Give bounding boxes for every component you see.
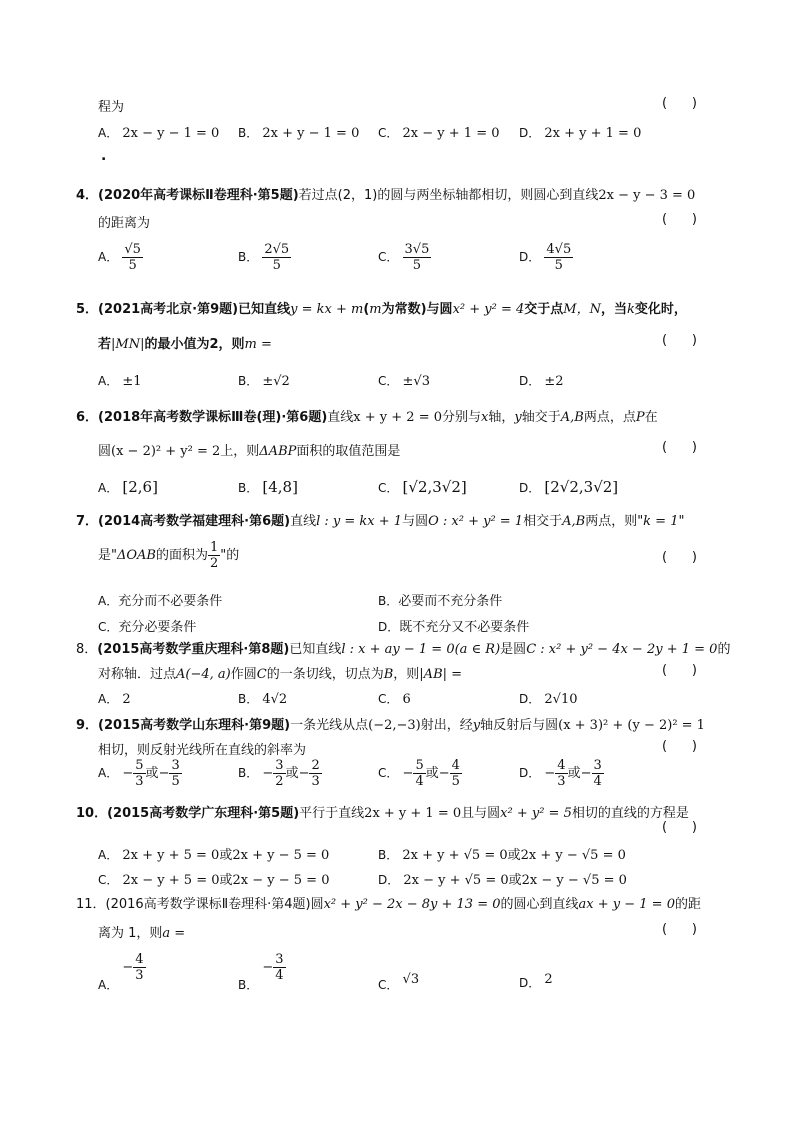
option-text: 4√2 bbox=[262, 692, 288, 707]
q7-stem-line2 bbox=[98, 540, 239, 571]
circle-equation: (x + 3)² + (y − 2)² = 1 bbox=[558, 718, 705, 733]
option-text: ±√2 bbox=[262, 374, 290, 389]
stem-text: 轴交于 bbox=[521, 410, 561, 425]
question-number: 11． bbox=[76, 897, 106, 912]
q3-option-a[interactable] bbox=[98, 124, 219, 141]
q11-option-a[interactable]: A． − $\frac{4}{3}$ bbox=[98, 952, 144, 992]
q5-option-c[interactable] bbox=[378, 372, 430, 389]
option-letter: B． bbox=[238, 481, 259, 495]
question-source: (2014高考数学福建理科·第6题) bbox=[98, 514, 291, 529]
option-letter: A． bbox=[98, 126, 119, 140]
point-b: B bbox=[383, 667, 394, 682]
fraction: $\frac{4}{3}$ bbox=[557, 758, 566, 789]
q6-stem-line1 bbox=[76, 406, 658, 425]
question-source: (2015高考数学广东理科·第5题) bbox=[107, 806, 300, 821]
option-letter: D． bbox=[519, 766, 541, 780]
option-text: ±2 bbox=[544, 374, 564, 389]
fraction: $\frac{3}{5}$ bbox=[171, 758, 180, 789]
question-number: 8． bbox=[76, 642, 98, 657]
question-source: (2020年高考课标Ⅱ卷理科·第5题) bbox=[98, 188, 299, 203]
q8-option-d[interactable] bbox=[519, 690, 578, 707]
stem-text: 是" bbox=[98, 548, 117, 563]
q6-option-a[interactable] bbox=[98, 478, 158, 496]
fraction-half: $\frac{1}{2}$ bbox=[210, 540, 219, 571]
stem-text: 分别与 bbox=[442, 410, 482, 425]
option-text: 2 bbox=[122, 692, 131, 707]
option-text: [4,8] bbox=[262, 478, 298, 496]
triangle-abp: ΔABP bbox=[259, 444, 297, 459]
q11-option-c[interactable] bbox=[378, 972, 419, 993]
stem-text: 的距 bbox=[674, 897, 701, 912]
line-equation: y = kx + m bbox=[290, 302, 364, 317]
option-letter: C． bbox=[378, 374, 399, 388]
stem-text: 直线 bbox=[327, 410, 354, 425]
stem-text: 交于点 bbox=[524, 302, 564, 317]
q11-option-b[interactable]: B． − $\frac{3}{4}$ bbox=[238, 952, 284, 992]
option-letter: C． bbox=[98, 620, 119, 634]
equation: 2x + y − 5 = 0 bbox=[232, 848, 330, 863]
question-number: 7． bbox=[76, 514, 99, 529]
q9-option-a[interactable]: A． − $\frac{5}{3}$ 或− $\frac{3}{5}$ bbox=[98, 758, 180, 789]
q9-answer-paren[interactable]: ( ) bbox=[662, 739, 697, 754]
var-x: x bbox=[481, 410, 489, 425]
question-number: 5． bbox=[76, 302, 99, 317]
stem-text: 且与圆 bbox=[461, 806, 501, 821]
q6-option-d[interactable] bbox=[519, 478, 618, 496]
q10-answer-paren[interactable]: ( ) bbox=[662, 820, 697, 835]
q7-option-c[interactable] bbox=[98, 616, 196, 635]
q7-option-d[interactable] bbox=[378, 616, 529, 635]
segment-mn: |MN| bbox=[111, 337, 145, 352]
option-letter: D． bbox=[519, 374, 541, 388]
stem-text: 轴， bbox=[488, 410, 515, 425]
question-number: 6． bbox=[76, 410, 99, 425]
q9-stem-line2: 相切，则反射光线所在直线的斜率为 bbox=[98, 743, 307, 758]
q3-option-b[interactable] bbox=[238, 124, 359, 141]
question-stem: 若过点(2，1)的圆与两坐标轴都相切，则圆心到直线 bbox=[298, 188, 599, 203]
option-letter: D． bbox=[378, 620, 400, 634]
option-text: √3 bbox=[402, 972, 420, 987]
point: (−2,−3) bbox=[368, 718, 421, 733]
q6-stem-line2 bbox=[98, 440, 400, 459]
equation: 2x − y + √5 = 0 bbox=[403, 873, 509, 888]
circle-equation: (x − 2)² + y² = 2 bbox=[111, 444, 221, 459]
option-letter: B． bbox=[378, 594, 399, 608]
stem-text: 的 bbox=[717, 642, 731, 657]
k-equals-one: k = 1 bbox=[643, 514, 679, 529]
option-text: ±√3 bbox=[402, 374, 430, 389]
option-letter: A． bbox=[98, 481, 119, 495]
equation: 2x + y + √5 = 0 bbox=[402, 848, 508, 863]
stem-text: 已知直线 bbox=[238, 302, 291, 317]
q10-option-d[interactable] bbox=[378, 869, 627, 888]
points-ab: A,B bbox=[560, 410, 584, 425]
fraction: $\frac{3}{4}$ bbox=[593, 758, 602, 789]
or-word: 或 bbox=[219, 873, 233, 888]
circle-c: C bbox=[256, 667, 267, 682]
option-text: [2√2,3√2] bbox=[544, 478, 619, 496]
fraction: $\frac{4√5}{5}$ bbox=[546, 242, 572, 273]
fraction: $\frac{3}{2}$ bbox=[275, 758, 284, 789]
stem-text: 的一条切线，切点为 bbox=[266, 667, 384, 682]
q10-option-b[interactable] bbox=[378, 844, 626, 863]
option-text: 2 bbox=[544, 972, 553, 987]
stem-text: 上，则 bbox=[220, 444, 260, 459]
line-equation: l : x + ay − 1 = 0(a ∈ R) bbox=[341, 642, 501, 657]
stem-text: 圆 bbox=[310, 897, 324, 912]
q9-option-c[interactable]: C． − $\frac{5}{4}$ 或− $\frac{4}{5}$ bbox=[378, 758, 460, 789]
option-text: 2x + y − 1 = 0 bbox=[262, 126, 360, 141]
stem-text: 已知直线 bbox=[289, 642, 342, 657]
q3-stem-tail: 程为 bbox=[98, 100, 125, 115]
line-equation: x + y + 2 = 0 bbox=[353, 410, 442, 425]
option-letter: B． bbox=[378, 848, 399, 862]
q7-answer-paren[interactable]: ( ) bbox=[662, 550, 697, 565]
q3-option-d[interactable] bbox=[519, 124, 641, 141]
triangle-oab: ΔOAB bbox=[116, 548, 156, 563]
question-number: 4． bbox=[76, 188, 99, 203]
points-mn: M，N bbox=[563, 302, 601, 317]
circle-equation: x² + y² = 5 bbox=[500, 806, 572, 821]
option-text: 既不充分又不必要条件 bbox=[399, 620, 530, 635]
question-number: 10． bbox=[76, 806, 108, 821]
q5-stem-line2 bbox=[98, 333, 272, 352]
stem-text: "的 bbox=[220, 548, 240, 563]
q4-stem-line2: 的距离为 bbox=[98, 216, 151, 231]
q11-stem-line2 bbox=[98, 922, 185, 941]
q4-answer-paren[interactable]: ( ) bbox=[662, 212, 697, 227]
stem-text: 圆 bbox=[98, 444, 112, 459]
option-letter: D． bbox=[519, 976, 541, 990]
points-ab: A,B bbox=[562, 514, 586, 529]
fraction: $\frac{2}{3}$ bbox=[311, 758, 320, 789]
stem-text: 两点，则" bbox=[585, 514, 644, 529]
option-text: 充分必要条件 bbox=[118, 620, 197, 635]
option-text: 2√10 bbox=[544, 692, 578, 707]
option-text: 2x − y + 1 = 0 bbox=[402, 126, 500, 141]
q4-option-d[interactable] bbox=[519, 242, 573, 273]
option-text: 2x + y + 1 = 0 bbox=[544, 126, 642, 141]
stem-text: 轴反射后与圆 bbox=[480, 718, 559, 733]
option-letter: B． bbox=[238, 126, 259, 140]
circle-equation: x² + y² − 2x − 8y + 13 = 0 bbox=[323, 897, 501, 912]
option-letter: D． bbox=[519, 250, 541, 264]
or-word: 或 bbox=[285, 766, 299, 781]
option-letter: A． bbox=[98, 766, 119, 780]
fraction: $\frac{2√5}{5}$ bbox=[264, 242, 290, 273]
q3-answer-paren[interactable]: ( ) bbox=[662, 96, 697, 111]
option-text: 必要而不充分条件 bbox=[398, 594, 503, 609]
option-text: 2x − y − 1 = 0 bbox=[122, 126, 220, 141]
stem-text: 为常数)与圆 bbox=[381, 302, 453, 317]
or-word: 或 bbox=[507, 848, 521, 863]
fraction: $\frac{4}{3}$ bbox=[135, 952, 144, 983]
q8-option-b[interactable] bbox=[238, 690, 287, 707]
option-letter: B． bbox=[238, 978, 259, 992]
equation: 2x − y − 5 = 0 bbox=[232, 873, 330, 888]
line-equation: ax + y − 1 = 0 bbox=[578, 897, 675, 912]
option-letter: C． bbox=[98, 873, 119, 887]
question-number: 9． bbox=[76, 718, 99, 733]
option-letter: B． bbox=[238, 250, 259, 264]
option-letter: C． bbox=[378, 978, 399, 992]
stem-text: 直线 bbox=[290, 514, 317, 529]
option-letter: A． bbox=[98, 692, 119, 706]
line-equation: 2x − y − 3 = 0 bbox=[598, 188, 696, 203]
or-word: 或 bbox=[567, 766, 581, 781]
question-source: (2021高考北京·第9题) bbox=[98, 302, 239, 317]
option-text: [2,6] bbox=[122, 478, 158, 496]
stem-text: 在 bbox=[644, 410, 658, 425]
equation: 2x + y − √5 = 0 bbox=[520, 848, 626, 863]
q5-answer-paren[interactable]: ( ) bbox=[662, 333, 697, 348]
var-m: m bbox=[369, 302, 382, 317]
q8-stem-line1 bbox=[76, 638, 730, 657]
option-letter: B． bbox=[238, 766, 259, 780]
stem-text: 的圆心到直线 bbox=[500, 897, 579, 912]
q4-option-a[interactable] bbox=[98, 242, 143, 273]
circle-equation: C : x² + y² − 4x − 2y + 1 = 0 bbox=[526, 642, 718, 657]
stem-text: 若 bbox=[98, 337, 112, 352]
option-letter: A． bbox=[98, 374, 119, 388]
a-equals: a = bbox=[162, 926, 186, 941]
option-letter: B． bbox=[238, 692, 259, 706]
option-letter: C． bbox=[378, 250, 399, 264]
stem-text: 两点，点 bbox=[583, 410, 636, 425]
option-letter: B． bbox=[238, 374, 259, 388]
option-letter: C． bbox=[378, 481, 399, 495]
question-source: (2015高考数学重庆理科·第8题) bbox=[97, 642, 290, 657]
option-letter: A． bbox=[98, 250, 119, 264]
q11-stem-line1 bbox=[76, 893, 701, 912]
stem-text: ，当 bbox=[600, 302, 627, 317]
q4-stem-line1 bbox=[76, 184, 695, 203]
option-letter: D． bbox=[519, 126, 541, 140]
q8-stem-line2 bbox=[98, 663, 462, 682]
equation: 2x + y + 5 = 0 bbox=[122, 848, 220, 863]
option-letter: C． bbox=[378, 692, 399, 706]
stem-text: 射出，经 bbox=[420, 718, 473, 733]
stem-text: ，则 bbox=[393, 667, 420, 682]
q9-option-d[interactable]: D． − $\frac{4}{3}$ 或− $\frac{3}{4}$ bbox=[519, 758, 602, 789]
or-word: 或 bbox=[508, 873, 522, 888]
option-letter: C． bbox=[378, 126, 399, 140]
q5-stem-line1 bbox=[76, 298, 687, 317]
q10-option-a[interactable] bbox=[98, 844, 329, 863]
equation: 2x − y + 5 = 0 bbox=[122, 873, 220, 888]
option-letter: A． bbox=[98, 978, 119, 992]
line-equation: 2x + y + 1 = 0 bbox=[364, 806, 462, 821]
q3-option-c[interactable] bbox=[378, 124, 500, 141]
stem-text: 变化时， bbox=[634, 302, 687, 317]
var-k: k bbox=[626, 302, 635, 317]
segment-ab: |AB| = bbox=[419, 667, 463, 682]
option-text: [√2,3√2] bbox=[402, 478, 467, 496]
option-letter: C． bbox=[378, 766, 399, 780]
stem-text: ( bbox=[363, 302, 370, 317]
question-source: (2015高考数学山东理科·第9题) bbox=[98, 718, 291, 733]
equation: 2x − y − √5 = 0 bbox=[521, 873, 627, 888]
option-text: 充分而不必要条件 bbox=[118, 594, 223, 609]
fraction: $\frac{√5}{5}$ bbox=[124, 242, 141, 273]
circle-equation: x² + y² = 4 bbox=[452, 302, 525, 317]
question-source: (2018年高考数学课标Ⅲ卷(理)·第6题) bbox=[98, 410, 328, 425]
m-equals: m = bbox=[244, 337, 272, 352]
option-letter: D． bbox=[519, 481, 541, 495]
q4-option-c[interactable] bbox=[378, 242, 431, 273]
q11-option-d[interactable] bbox=[519, 972, 553, 991]
stem-text: 与圆 bbox=[402, 514, 429, 529]
stem-text: 是圆 bbox=[500, 642, 527, 657]
q7-option-b[interactable] bbox=[378, 590, 502, 609]
q4-option-b[interactable] bbox=[238, 242, 291, 273]
q5-option-d[interactable] bbox=[519, 372, 564, 389]
circle-equation: O : x² + y² = 1 bbox=[428, 514, 524, 529]
q8-option-c[interactable] bbox=[378, 690, 411, 707]
stem-text: 作圆 bbox=[230, 667, 257, 682]
stem-text: 相切的直线的方程是 bbox=[571, 806, 689, 821]
fraction: $\frac{3}{4}$ bbox=[275, 952, 284, 983]
option-letter: A． bbox=[98, 848, 119, 862]
stem-text: " bbox=[678, 514, 685, 529]
line-equation: l : y = kx + 1 bbox=[316, 514, 403, 529]
stem-text: 一条光线从点 bbox=[290, 718, 369, 733]
option-letter: D． bbox=[519, 692, 541, 706]
q7-option-a[interactable] bbox=[98, 590, 222, 609]
stem-text: 的面积为 bbox=[155, 548, 208, 563]
q8-answer-paren[interactable]: ( ) bbox=[662, 663, 697, 678]
var-y: y bbox=[514, 410, 522, 425]
or-word: 或 bbox=[145, 766, 159, 781]
q6-option-c[interactable] bbox=[378, 478, 467, 496]
q8-option-a[interactable] bbox=[98, 690, 131, 707]
stem-text: 相交于 bbox=[523, 514, 563, 529]
q9-option-b[interactable]: B． − $\frac{3}{2}$ 或− $\frac{2}{3}$ bbox=[238, 758, 320, 789]
q3-dot: . bbox=[101, 148, 107, 164]
q5-option-b[interactable] bbox=[238, 372, 290, 389]
fraction: $\frac{3√5}{5}$ bbox=[404, 242, 430, 273]
q6-answer-paren[interactable]: ( ) bbox=[662, 440, 697, 455]
q5-option-a[interactable] bbox=[98, 372, 142, 389]
q10-stem-line1 bbox=[76, 802, 689, 821]
point-p: P bbox=[635, 410, 645, 425]
question-source: (2016高考数学课标Ⅱ卷理科·第4题) bbox=[105, 897, 311, 912]
point-a: A(−4, a) bbox=[176, 667, 231, 682]
option-letter: D． bbox=[378, 873, 400, 887]
option-letter: A． bbox=[98, 594, 119, 608]
var-y: y bbox=[472, 718, 481, 733]
q6-option-b[interactable] bbox=[238, 478, 298, 496]
or-word: 或 bbox=[219, 848, 233, 863]
fraction: $\frac{5}{4}$ bbox=[415, 758, 424, 789]
q11-answer-paren[interactable]: ( ) bbox=[662, 922, 697, 937]
q9-stem-line1 bbox=[76, 714, 705, 733]
option-text: 6 bbox=[402, 692, 411, 707]
stem-text: 面积的取值范围是 bbox=[296, 444, 401, 459]
or-word: 或 bbox=[425, 766, 439, 781]
fraction: $\frac{4}{5}$ bbox=[451, 758, 460, 789]
stem-text: 平行于直线 bbox=[299, 806, 365, 821]
fraction: $\frac{5}{3}$ bbox=[135, 758, 144, 789]
stem-text: 对称轴．过点 bbox=[98, 667, 177, 682]
stem-text: 的最小值为2，则 bbox=[144, 337, 245, 352]
stem-text: 离为 1，则 bbox=[98, 926, 163, 941]
q7-stem-line1 bbox=[76, 510, 684, 529]
q10-option-c[interactable] bbox=[98, 869, 329, 888]
option-text: ±1 bbox=[122, 374, 142, 389]
